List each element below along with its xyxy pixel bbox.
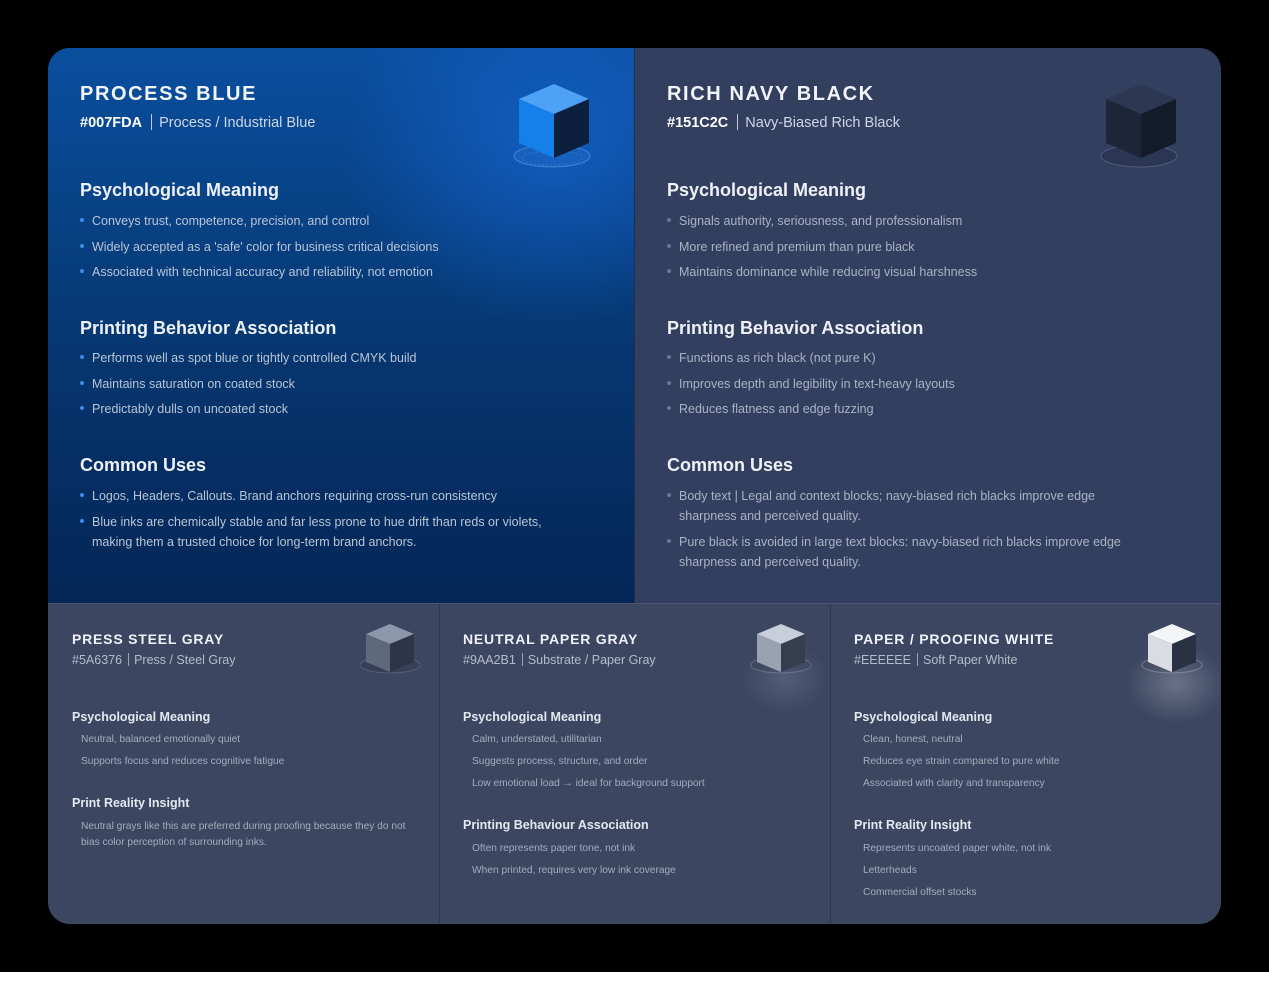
section-heading: Print Reality Insight [72,796,190,810]
separator [151,114,152,130]
section-heading: Psychological Meaning [667,180,867,200]
cube-icon [358,620,422,680]
uses-list [667,486,1122,577]
cube-icon [749,620,813,680]
psychological-list [463,732,803,798]
list-item: Supports focus and reduces cognitive fatigue [81,756,285,767]
bottom-row [48,603,1221,924]
card-subtitle [80,114,315,131]
card-title: PAPER / PROOFING WHITE [854,631,1055,647]
list-item: Maintains saturation on coated stock [80,374,600,394]
card-subtitle [463,653,656,667]
psychological-list [854,732,1194,798]
separator [917,653,918,666]
list-item: Pure black is avoided in large text blocks: navy-biased rich blacks improve edge sharpness and perceived quality. [667,532,1122,572]
color-name: Process / Industrial Blue [159,115,316,131]
printing-list [667,348,1187,425]
list-item: Clean, honest, neutral [863,734,963,745]
list-item: Conveys trust, competence, precision, and control [80,211,600,231]
card-subtitle [667,114,900,131]
list-item: Reduces flatness and edge fuzzing [667,399,1187,419]
list-item: Maintains dominance while reducing visual harshness [667,262,1187,282]
list-item: Widely accepted as a 'safe' color for business critical decisions [80,237,600,257]
hex-code: #007FDA [80,115,143,131]
section-heading: Printing Behaviour Association [463,818,649,832]
list-item: Neutral, balanced emotionally quiet [81,734,241,745]
uses-list [80,486,575,557]
color-name: Press / Steel Gray [134,653,236,667]
list-item: Associated with technical accuracy and reliability, not emotion [80,262,600,282]
list-item: Commercial offset stocks [863,887,977,898]
rich-navy-black-card [635,48,1221,603]
list-item: Body text | Legal and context blocks; navy-biased rich blacks improve edge sharpness and perceived quality. [667,486,1122,526]
process-blue-card [48,48,634,603]
color-name: Substrate / Paper Gray [527,653,656,667]
list-item: More refined and premium than pure black [667,237,1187,257]
section-heading: Psychological Meaning [72,710,211,724]
color-name: Soft Paper White [922,653,1018,667]
list-item: When printed, requires very low ink coverage [472,865,676,876]
list-item: Reduces eye strain compared to pure white [863,756,1060,767]
list-item: Low emotional load → ideal for background support [472,778,705,789]
list-item: Predictably dulls on uncoated stock [80,399,600,419]
cube-icon [1097,80,1183,180]
list-item: Signals authority, seriousness, and professionalism [667,211,1187,231]
list-item: Blue inks are chemically stable and far less prone to hue drift than reds or violets, making them a trusted choice for long-term brand anchors. [80,512,575,552]
psychological-list [72,732,412,776]
card-title: RICH NAVY BLACK [667,83,875,105]
section-heading: Psychological Meaning [80,180,280,200]
insight-text: Neutral grays like this are preferred during proofing because they do not bias color perception of surrounding inks. [81,821,406,848]
list-item: Logos, Headers, Callouts. Brand anchors requiring cross-run consistency [80,486,575,506]
list-item: Letterheads [863,865,917,876]
color-palette-board [48,48,1221,924]
section-heading: Common Uses [80,455,207,475]
list-item: Performs well as spot blue or tightly controlled CMYK build [80,348,600,368]
list-item: Represents uncoated paper white, not ink [863,843,1052,854]
card-title: NEUTRAL PAPER GRAY [463,631,639,647]
list-item: Improves depth and legibility in text-heavy layouts [667,374,1187,394]
section-heading: Print Reality Insight [854,818,972,832]
psychological-list [667,211,1187,288]
list-item: Functions as rich black (not pure K) [667,348,1187,368]
hex-code: #EEEEEE [854,653,911,667]
separator [737,114,738,130]
hex-code: #9AA2B1 [463,653,516,667]
list-item: Calm, understated, utilitarian [472,734,602,745]
psychological-list [80,211,600,288]
color-name: Navy-Biased Rich Black [745,115,900,131]
section-heading: Psychological Meaning [854,710,993,724]
neutral-paper-gray-card [440,604,830,924]
card-subtitle [854,653,1017,667]
paper-proofing-white-card [831,604,1221,924]
card-title: PRESS STEEL GRAY [72,631,225,647]
hex-code: #5A6376 [72,653,123,667]
printing-list [80,348,600,425]
press-steel-gray-card [48,604,438,924]
hex-code: #151C2C [667,115,729,131]
section-heading: Printing Behavior Association [667,318,924,338]
section-heading: Psychological Meaning [463,710,602,724]
section-heading: Printing Behavior Association [80,318,337,338]
list-item: Associated with clarity and transparency [863,778,1045,789]
list-item: Often represents paper tone, not ink [472,843,636,854]
insight-list [854,841,1194,907]
separator [522,653,523,666]
card-title: PROCESS BLUE [80,83,258,105]
cube-icon [1140,620,1204,680]
list-item: Suggests process, structure, and order [472,756,648,767]
card-subtitle [72,653,236,667]
cube-icon [510,80,596,180]
printing-list [463,841,803,885]
section-heading: Common Uses [667,455,794,475]
separator [128,653,129,666]
